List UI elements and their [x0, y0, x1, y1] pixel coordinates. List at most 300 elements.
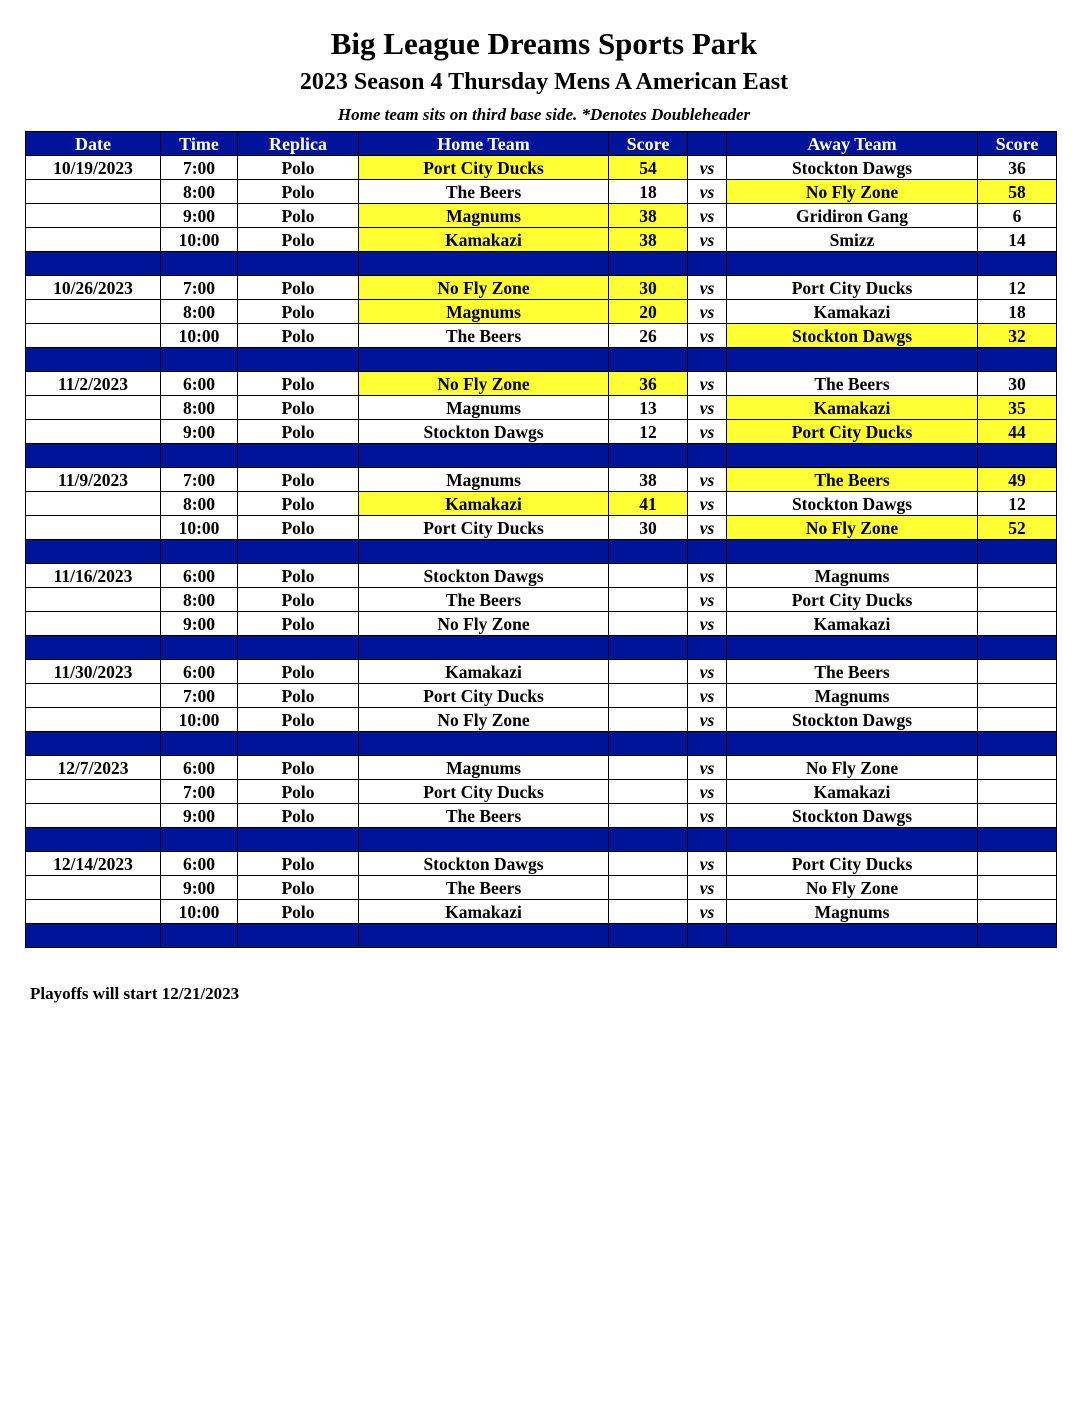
away-team: No Fly Zone — [727, 180, 978, 204]
game-time: 10:00 — [161, 516, 238, 540]
home-score — [609, 588, 688, 612]
away-team: Smizz — [727, 228, 978, 252]
vs-label: vs — [688, 276, 727, 300]
separator-cell — [688, 348, 727, 372]
away-score — [978, 708, 1057, 732]
home-score — [609, 708, 688, 732]
away-team: The Beers — [727, 468, 978, 492]
home-score — [609, 900, 688, 924]
home-team: Magnums — [359, 204, 609, 228]
home-score: 26 — [609, 324, 688, 348]
away-score: 18 — [978, 300, 1057, 324]
game-row — [26, 228, 1057, 252]
away-score — [978, 564, 1057, 588]
week-separator-row — [26, 540, 1057, 564]
week-separator-row — [26, 348, 1057, 372]
game-date — [26, 804, 161, 828]
separator-cell — [26, 828, 161, 852]
separator-cell — [359, 348, 609, 372]
game-row — [26, 684, 1057, 708]
game-date — [26, 396, 161, 420]
game-row — [26, 876, 1057, 900]
separator-cell — [978, 252, 1057, 276]
away-score: 36 — [978, 156, 1057, 180]
home-team: No Fly Zone — [359, 708, 609, 732]
away-team: Stockton Dawgs — [727, 708, 978, 732]
game-field: Polo — [238, 852, 359, 876]
game-time: 9:00 — [161, 204, 238, 228]
home-team: The Beers — [359, 324, 609, 348]
vs-label: vs — [688, 324, 727, 348]
col-home-score-header: Score — [609, 132, 688, 156]
separator-cell — [688, 924, 727, 948]
separator-cell — [359, 924, 609, 948]
playoffs-note: Playoffs will start 12/21/2023 — [30, 984, 240, 1003]
separator-cell — [978, 348, 1057, 372]
away-score — [978, 612, 1057, 636]
separator-cell — [978, 540, 1057, 564]
away-team: No Fly Zone — [727, 756, 978, 780]
separator-cell — [359, 540, 609, 564]
game-row — [26, 612, 1057, 636]
game-field: Polo — [238, 204, 359, 228]
vs-label: vs — [688, 468, 727, 492]
home-team: Port City Ducks — [359, 684, 609, 708]
separator-cell — [609, 924, 688, 948]
home-team: The Beers — [359, 804, 609, 828]
game-date — [26, 300, 161, 324]
separator-cell — [161, 540, 238, 564]
game-date — [26, 492, 161, 516]
game-date — [26, 612, 161, 636]
home-team: The Beers — [359, 588, 609, 612]
separator-cell — [161, 252, 238, 276]
schedule-table — [25, 131, 1057, 948]
separator-cell — [688, 252, 727, 276]
away-score: 52 — [978, 516, 1057, 540]
game-field: Polo — [238, 324, 359, 348]
separator-cell — [238, 540, 359, 564]
game-time: 6:00 — [161, 852, 238, 876]
game-time: 10:00 — [161, 708, 238, 732]
game-row — [26, 468, 1057, 492]
separator-cell — [688, 732, 727, 756]
separator-cell — [727, 540, 978, 564]
home-score: 41 — [609, 492, 688, 516]
separator-cell — [26, 732, 161, 756]
vs-label: vs — [688, 420, 727, 444]
away-score — [978, 852, 1057, 876]
away-team: Magnums — [727, 900, 978, 924]
separator-cell — [978, 636, 1057, 660]
away-score — [978, 756, 1057, 780]
separator-cell — [359, 252, 609, 276]
home-team: No Fly Zone — [359, 612, 609, 636]
away-score — [978, 588, 1057, 612]
game-date: 11/30/2023 — [26, 660, 161, 684]
vs-label: vs — [688, 780, 727, 804]
away-team: The Beers — [727, 660, 978, 684]
col-away-score-header: Score — [978, 132, 1057, 156]
home-score: 38 — [609, 204, 688, 228]
home-score — [609, 852, 688, 876]
week-separator-row — [26, 828, 1057, 852]
game-date — [26, 684, 161, 708]
game-field: Polo — [238, 588, 359, 612]
game-time: 9:00 — [161, 804, 238, 828]
separator-cell — [238, 252, 359, 276]
page-title: Big League Dreams Sports Park — [330, 26, 758, 61]
game-field: Polo — [238, 876, 359, 900]
vs-label: vs — [688, 684, 727, 708]
separator-cell — [609, 636, 688, 660]
separator-cell — [688, 828, 727, 852]
home-team: Kamakazi — [359, 900, 609, 924]
home-score — [609, 804, 688, 828]
game-row — [26, 204, 1057, 228]
game-date — [26, 900, 161, 924]
away-team: No Fly Zone — [727, 516, 978, 540]
away-score: 14 — [978, 228, 1057, 252]
game-row — [26, 756, 1057, 780]
vs-label: vs — [688, 804, 727, 828]
game-date: 10/19/2023 — [26, 156, 161, 180]
game-field: Polo — [238, 180, 359, 204]
away-team: Port City Ducks — [727, 588, 978, 612]
game-time: 10:00 — [161, 228, 238, 252]
home-score: 13 — [609, 396, 688, 420]
game-row — [26, 516, 1057, 540]
week-separator-row — [26, 444, 1057, 468]
separator-cell — [609, 540, 688, 564]
game-field: Polo — [238, 684, 359, 708]
home-team: Port City Ducks — [359, 516, 609, 540]
vs-label: vs — [688, 228, 727, 252]
away-score — [978, 804, 1057, 828]
game-date: 10/26/2023 — [26, 276, 161, 300]
vs-label: vs — [688, 300, 727, 324]
game-time: 8:00 — [161, 300, 238, 324]
separator-cell — [161, 732, 238, 756]
away-team: Port City Ducks — [727, 420, 978, 444]
separator-cell — [359, 636, 609, 660]
game-field: Polo — [238, 372, 359, 396]
separator-cell — [359, 732, 609, 756]
game-field: Polo — [238, 492, 359, 516]
separator-cell — [978, 732, 1057, 756]
home-score: 12 — [609, 420, 688, 444]
game-date — [26, 588, 161, 612]
separator-cell — [727, 924, 978, 948]
game-date — [26, 516, 161, 540]
vs-label: vs — [688, 492, 727, 516]
separator-cell — [727, 348, 978, 372]
game-row — [26, 564, 1057, 588]
away-team: Stockton Dawgs — [727, 804, 978, 828]
separator-cell — [26, 636, 161, 660]
vs-label: vs — [688, 564, 727, 588]
home-team: Kamakazi — [359, 660, 609, 684]
game-time: 10:00 — [161, 900, 238, 924]
home-team: The Beers — [359, 180, 609, 204]
home-team: Magnums — [359, 468, 609, 492]
game-date — [26, 780, 161, 804]
game-date: 11/16/2023 — [26, 564, 161, 588]
home-score — [609, 780, 688, 804]
week-separator-row — [26, 924, 1057, 948]
away-score — [978, 684, 1057, 708]
separator-cell — [238, 732, 359, 756]
separator-cell — [609, 348, 688, 372]
col-vs-header — [688, 132, 727, 156]
game-date: 11/2/2023 — [26, 372, 161, 396]
home-team: Magnums — [359, 300, 609, 324]
away-score: 49 — [978, 468, 1057, 492]
game-row — [26, 180, 1057, 204]
away-team: Gridiron Gang — [727, 204, 978, 228]
home-score — [609, 684, 688, 708]
vs-label: vs — [688, 900, 727, 924]
vs-label: vs — [688, 516, 727, 540]
away-team: Magnums — [727, 684, 978, 708]
vs-label: vs — [688, 876, 727, 900]
game-field: Polo — [238, 420, 359, 444]
vs-label: vs — [688, 372, 727, 396]
home-score — [609, 876, 688, 900]
vs-label: vs — [688, 156, 727, 180]
away-team: Port City Ducks — [727, 852, 978, 876]
separator-cell — [727, 252, 978, 276]
away-score: 32 — [978, 324, 1057, 348]
game-row — [26, 780, 1057, 804]
game-time: 10:00 — [161, 324, 238, 348]
game-date: 12/7/2023 — [26, 756, 161, 780]
game-field: Polo — [238, 780, 359, 804]
game-date — [26, 228, 161, 252]
separator-cell — [359, 444, 609, 468]
home-score — [609, 660, 688, 684]
home-score: 36 — [609, 372, 688, 396]
vs-label: vs — [688, 396, 727, 420]
game-row — [26, 660, 1057, 684]
home-score: 38 — [609, 468, 688, 492]
away-team: Kamakazi — [727, 300, 978, 324]
game-field: Polo — [238, 228, 359, 252]
separator-cell — [238, 348, 359, 372]
game-row — [26, 324, 1057, 348]
game-field: Polo — [238, 660, 359, 684]
away-team: Magnums — [727, 564, 978, 588]
col-date-header: Date — [26, 132, 161, 156]
home-score: 30 — [609, 516, 688, 540]
game-row — [26, 156, 1057, 180]
separator-cell — [978, 444, 1057, 468]
home-team: Magnums — [359, 756, 609, 780]
separator-cell — [161, 924, 238, 948]
home-score: 20 — [609, 300, 688, 324]
separator-cell — [688, 540, 727, 564]
game-date — [26, 420, 161, 444]
separator-cell — [727, 636, 978, 660]
separator-cell — [609, 444, 688, 468]
away-score — [978, 876, 1057, 900]
away-score: 12 — [978, 492, 1057, 516]
game-row — [26, 900, 1057, 924]
home-team: Port City Ducks — [359, 780, 609, 804]
away-team: Stockton Dawgs — [727, 156, 978, 180]
game-row — [26, 492, 1057, 516]
col-time-header: Time — [161, 132, 238, 156]
vs-label: vs — [688, 756, 727, 780]
away-score: 58 — [978, 180, 1057, 204]
separator-cell — [161, 636, 238, 660]
separator-cell — [26, 540, 161, 564]
week-separator-row — [26, 732, 1057, 756]
separator-cell — [359, 828, 609, 852]
away-score: 6 — [978, 204, 1057, 228]
game-date — [26, 876, 161, 900]
separator-cell — [609, 828, 688, 852]
col-away-team-header: Away Team — [727, 132, 978, 156]
game-date — [26, 324, 161, 348]
game-time: 8:00 — [161, 180, 238, 204]
away-team: Kamakazi — [727, 612, 978, 636]
home-score: 54 — [609, 156, 688, 180]
doubleheader-note: Home team sits on third base side. *Denotes Doubleheader — [337, 105, 751, 124]
game-row — [26, 588, 1057, 612]
game-field: Polo — [238, 300, 359, 324]
season-subtitle: 2023 Season 4 Thursday Mens A American East — [299, 69, 789, 95]
game-time: 9:00 — [161, 876, 238, 900]
game-date — [26, 708, 161, 732]
game-field: Polo — [238, 756, 359, 780]
home-score: 18 — [609, 180, 688, 204]
separator-cell — [238, 828, 359, 852]
home-score: 30 — [609, 276, 688, 300]
game-date: 11/9/2023 — [26, 468, 161, 492]
col-home-team-header: Home Team — [359, 132, 609, 156]
game-time: 8:00 — [161, 492, 238, 516]
game-row — [26, 852, 1057, 876]
away-score: 30 — [978, 372, 1057, 396]
home-team: Kamakazi — [359, 492, 609, 516]
separator-cell — [978, 828, 1057, 852]
away-score — [978, 780, 1057, 804]
game-time: 6:00 — [161, 372, 238, 396]
vs-label: vs — [688, 660, 727, 684]
home-team: No Fly Zone — [359, 372, 609, 396]
separator-cell — [688, 636, 727, 660]
away-team: Kamakazi — [727, 780, 978, 804]
away-score: 35 — [978, 396, 1057, 420]
game-field: Polo — [238, 516, 359, 540]
home-team: Stockton Dawgs — [359, 420, 609, 444]
game-row — [26, 804, 1057, 828]
away-team: Stockton Dawgs — [727, 492, 978, 516]
separator-cell — [161, 348, 238, 372]
separator-cell — [609, 732, 688, 756]
game-field: Polo — [238, 276, 359, 300]
separator-cell — [727, 732, 978, 756]
separator-cell — [161, 828, 238, 852]
game-row — [26, 396, 1057, 420]
away-team: The Beers — [727, 372, 978, 396]
game-date — [26, 204, 161, 228]
game-field: Polo — [238, 564, 359, 588]
separator-cell — [238, 636, 359, 660]
game-row — [26, 708, 1057, 732]
game-time: 7:00 — [161, 156, 238, 180]
away-score — [978, 660, 1057, 684]
game-time: 6:00 — [161, 564, 238, 588]
game-field: Polo — [238, 900, 359, 924]
game-time: 7:00 — [161, 684, 238, 708]
game-time: 7:00 — [161, 780, 238, 804]
home-score — [609, 756, 688, 780]
game-row — [26, 276, 1057, 300]
away-score: 12 — [978, 276, 1057, 300]
week-separator-row — [26, 636, 1057, 660]
home-team: Stockton Dawgs — [359, 852, 609, 876]
game-time: 9:00 — [161, 420, 238, 444]
separator-cell — [238, 444, 359, 468]
game-row — [26, 372, 1057, 396]
game-time: 6:00 — [161, 756, 238, 780]
game-field: Polo — [238, 804, 359, 828]
home-score — [609, 564, 688, 588]
game-date — [26, 180, 161, 204]
game-time: 7:00 — [161, 468, 238, 492]
separator-cell — [609, 252, 688, 276]
separator-cell — [238, 924, 359, 948]
game-time: 8:00 — [161, 588, 238, 612]
vs-label: vs — [688, 180, 727, 204]
away-team: Stockton Dawgs — [727, 324, 978, 348]
vs-label: vs — [688, 708, 727, 732]
home-score — [609, 612, 688, 636]
game-field: Polo — [238, 708, 359, 732]
separator-cell — [26, 252, 161, 276]
vs-label: vs — [688, 852, 727, 876]
game-time: 7:00 — [161, 276, 238, 300]
separator-cell — [26, 924, 161, 948]
game-row — [26, 300, 1057, 324]
home-team: Magnums — [359, 396, 609, 420]
away-team: No Fly Zone — [727, 876, 978, 900]
game-field: Polo — [238, 156, 359, 180]
separator-cell — [26, 348, 161, 372]
separator-cell — [161, 444, 238, 468]
game-time: 6:00 — [161, 660, 238, 684]
game-time: 8:00 — [161, 396, 238, 420]
game-row — [26, 420, 1057, 444]
home-team: Stockton Dawgs — [359, 564, 609, 588]
separator-cell — [727, 444, 978, 468]
game-field: Polo — [238, 612, 359, 636]
week-separator-row — [26, 252, 1057, 276]
vs-label: vs — [688, 204, 727, 228]
vs-label: vs — [688, 612, 727, 636]
game-field: Polo — [238, 396, 359, 420]
away-score: 44 — [978, 420, 1057, 444]
schedule-body — [26, 156, 1057, 948]
home-team: Kamakazi — [359, 228, 609, 252]
vs-label: vs — [688, 588, 727, 612]
separator-cell — [727, 828, 978, 852]
game-field: Polo — [238, 468, 359, 492]
header-row — [26, 132, 1057, 156]
away-team: Port City Ducks — [727, 276, 978, 300]
